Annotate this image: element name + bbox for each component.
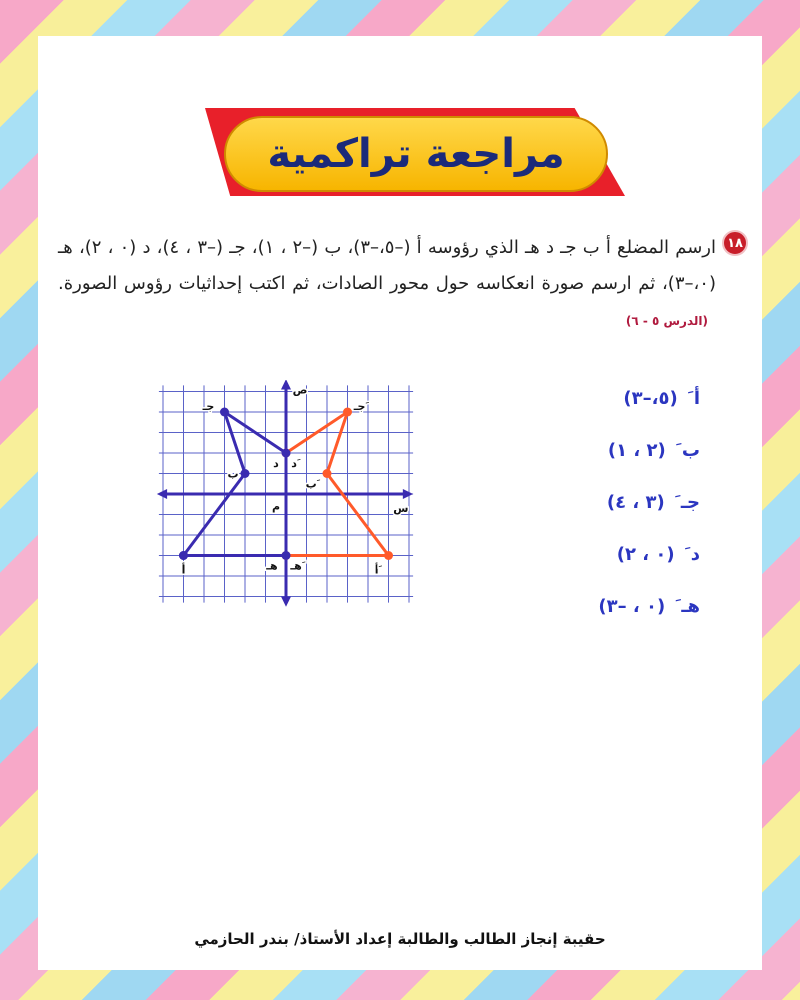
answer-vertex-label: د َ xyxy=(684,543,700,565)
origin-label: م xyxy=(271,500,281,513)
answer-coordinates: (٢ ، ١) xyxy=(607,439,666,461)
original-vertex-label: د xyxy=(273,457,279,470)
y-axis-label: ص xyxy=(292,383,308,397)
original-polygon-vertex xyxy=(179,551,188,560)
x-axis-arrow-right xyxy=(403,489,413,499)
problem-text: ارسم المضلع أ ب جـ د هـ الذي رؤوسه أ (–٥،–٣)، ب (–٢ ، ١)، جـ (–٣ ، ٤)، د (٠ ، ٢)، هـ (٠،–٣)، ثم ارسم صورة انعكاسه حول محور الصادات، ثم اكتب إحداثيات رؤوس الصورة. xyxy=(58,237,716,294)
answer-item xyxy=(500,476,700,528)
answer-vertex-label: هـ َ xyxy=(675,595,700,617)
answer-item xyxy=(500,580,700,632)
original-polygon-vertex xyxy=(241,469,250,478)
title-banner xyxy=(224,116,608,192)
reflected-vertex-label: جـ َ xyxy=(353,400,370,413)
y-axis-arrow-up xyxy=(281,380,291,389)
answer-vertex-label: أ َ xyxy=(687,387,700,409)
lesson-reference: (الدرس ٥ - ٦) xyxy=(625,314,708,328)
problem-statement xyxy=(58,230,716,339)
answer-coordinates: (٥،–٣) xyxy=(623,387,678,409)
reflected-vertex-label: أ َ xyxy=(374,563,383,577)
reflected-polygon-vertex xyxy=(343,408,352,417)
answer-item xyxy=(500,528,700,580)
question-number-badge: ١٨ xyxy=(722,230,748,256)
coordinate-grid xyxy=(150,380,422,612)
reflected-vertex-label: ب َ xyxy=(305,477,321,491)
answer-vertex-label: ب َ xyxy=(675,439,700,461)
reflected-polygon-vertex xyxy=(384,551,393,560)
answer-coordinates: (٠ ، –٣) xyxy=(598,595,666,617)
original-polygon-vertex xyxy=(282,449,291,458)
reflected-vertex-label: د َ xyxy=(291,457,301,470)
original-polygon-vertex xyxy=(220,408,229,417)
answer-vertex-label: جـ َ xyxy=(674,491,700,513)
x-axis-arrow-left xyxy=(157,489,167,499)
original-vertex-label: جـ xyxy=(202,400,215,413)
answer-item xyxy=(500,424,700,476)
original-vertex-label: هـ xyxy=(266,559,278,573)
footer-credit: حقيبة إنجاز الطالب والطالبة إعداد الأستاذ/ بندر الحازمي xyxy=(194,930,606,948)
reflected-polygon xyxy=(286,412,389,556)
answer-coordinates: (٠ ، ٢) xyxy=(616,543,675,565)
original-vertex-label: أ xyxy=(181,563,186,577)
x-axis-label: س xyxy=(393,502,409,515)
original-vertex-label: ب xyxy=(227,467,239,481)
original-polygon xyxy=(184,412,287,556)
answers-list xyxy=(500,372,700,632)
y-axis-arrow-down xyxy=(281,597,291,607)
page-title: مراجعة تراكمية xyxy=(267,131,565,177)
reflected-vertex-label: هـ َ xyxy=(290,559,306,573)
reflected-polygon-vertex xyxy=(323,469,332,478)
answer-coordinates: (٣ ، ٤) xyxy=(606,491,665,513)
answer-item xyxy=(500,372,700,424)
original-polygon-vertex xyxy=(282,551,291,560)
